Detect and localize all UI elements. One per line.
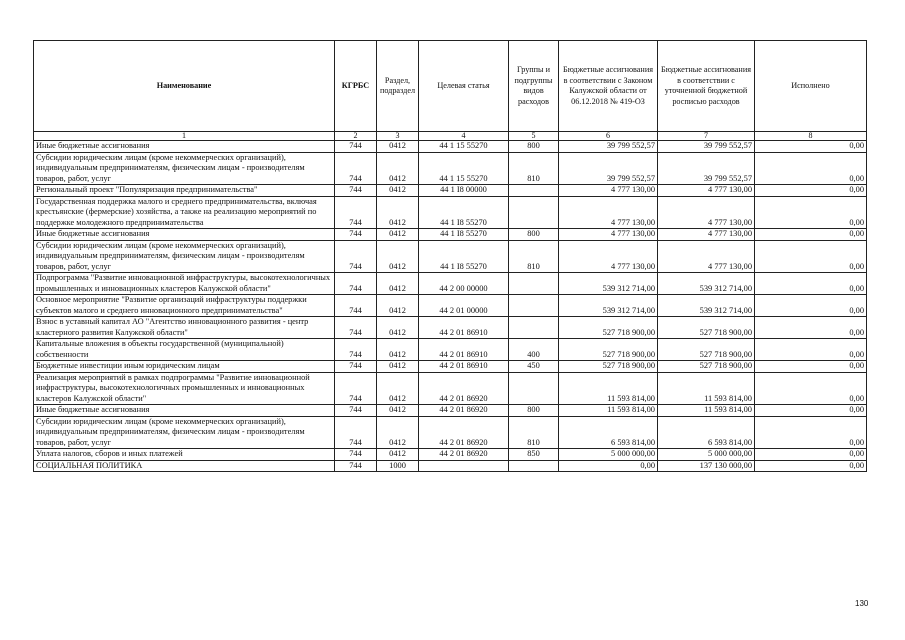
row-kgrbs: 744 (335, 449, 377, 461)
row-name: Основное мероприятие "Развитие организаций инфраструктуры поддержки субъектов малого и среднего инновационного предпринимательства" (34, 295, 335, 317)
row-name: Капитальные вложения в объекты государственной (муниципальной) собственности (34, 339, 335, 361)
row-refined-amount: 527 718 900,00 (658, 317, 755, 339)
row-name: Реализация мероприятий в рамках подпрограммы "Развитие инновационной инфраструктуры, высокотехнологичных промышленных и инновационных кластеров Калужской области" (34, 372, 335, 405)
row-kgrbs: 744 (335, 339, 377, 361)
row-name: Бюджетные инвестиции иным юридическим лицам (34, 361, 335, 373)
row-target: 44 1 15 55270 (419, 141, 509, 153)
table-row (34, 405, 867, 417)
budget-table-sheet (33, 40, 866, 472)
row-name: СОЦИАЛЬНАЯ ПОЛИТИКА (34, 460, 335, 472)
row-group (509, 185, 559, 197)
row-executed-amount: 0,00 (755, 339, 867, 361)
row-kgrbs: 744 (335, 460, 377, 472)
row-section: 0412 (377, 141, 419, 153)
row-group: 800 (509, 229, 559, 241)
row-target: 44 2 01 86910 (419, 361, 509, 373)
row-law-amount: 39 799 552,57 (559, 141, 658, 153)
row-group (509, 196, 559, 229)
row-group: 850 (509, 449, 559, 461)
row-executed-amount: 0,00 (755, 152, 867, 185)
row-executed-amount: 0,00 (755, 317, 867, 339)
row-section: 0412 (377, 229, 419, 241)
row-group (509, 273, 559, 295)
table-row (34, 361, 867, 373)
table-row (34, 196, 867, 229)
row-target: 44 2 01 86920 (419, 372, 509, 405)
row-refined-amount: 527 718 900,00 (658, 339, 755, 361)
row-target: 44 2 01 86920 (419, 405, 509, 417)
row-group: 810 (509, 152, 559, 185)
column-number: 7 (658, 132, 755, 141)
table-row (34, 141, 867, 153)
header-name: Наименование (34, 41, 335, 132)
row-law-amount: 539 312 714,00 (559, 295, 658, 317)
budget-table (33, 40, 867, 472)
row-refined-amount: 539 312 714,00 (658, 273, 755, 295)
row-name: Взнос в уставный капитал АО "Агентство инновационного развития - центр кластерного развития Калужской области" (34, 317, 335, 339)
row-target: 44 2 01 86920 (419, 449, 509, 461)
row-kgrbs: 744 (335, 229, 377, 241)
row-section: 0412 (377, 416, 419, 449)
header-refined: Бюджетные ассигнования в соответствии с уточненной бюджетной росписью расходов (658, 41, 755, 132)
table-row (34, 317, 867, 339)
row-kgrbs: 744 (335, 372, 377, 405)
row-section: 0412 (377, 339, 419, 361)
row-executed-amount: 0,00 (755, 449, 867, 461)
row-refined-amount: 4 777 130,00 (658, 229, 755, 241)
row-law-amount: 0,00 (559, 460, 658, 472)
row-section: 0412 (377, 295, 419, 317)
row-executed-amount: 0,00 (755, 405, 867, 417)
row-name: Иные бюджетные ассигнования (34, 229, 335, 241)
row-refined-amount: 39 799 552,57 (658, 141, 755, 153)
row-executed-amount: 0,00 (755, 196, 867, 229)
row-section: 0412 (377, 273, 419, 295)
row-refined-amount: 527 718 900,00 (658, 361, 755, 373)
row-target (419, 460, 509, 472)
row-target: 44 1 15 55270 (419, 152, 509, 185)
table-row (34, 339, 867, 361)
row-kgrbs: 744 (335, 405, 377, 417)
table-row (34, 229, 867, 241)
row-kgrbs: 744 (335, 152, 377, 185)
row-executed-amount: 0,00 (755, 460, 867, 472)
row-section: 0412 (377, 317, 419, 339)
row-group: 800 (509, 405, 559, 417)
header-target: Целевая статья (419, 41, 509, 132)
row-law-amount: 4 777 130,00 (559, 240, 658, 273)
row-kgrbs: 744 (335, 185, 377, 197)
row-refined-amount: 4 777 130,00 (658, 185, 755, 197)
table-row (34, 240, 867, 273)
row-kgrbs: 744 (335, 295, 377, 317)
row-target: 44 1 I8 55270 (419, 196, 509, 229)
row-group: 450 (509, 361, 559, 373)
table-row (34, 185, 867, 197)
table-row (34, 273, 867, 295)
row-law-amount: 4 777 130,00 (559, 196, 658, 229)
table-row (34, 416, 867, 449)
row-law-amount: 4 777 130,00 (559, 185, 658, 197)
row-target: 44 2 01 86910 (419, 317, 509, 339)
table-row (34, 449, 867, 461)
row-section: 0412 (377, 361, 419, 373)
column-number-row (34, 132, 867, 141)
row-refined-amount: 6 593 814,00 (658, 416, 755, 449)
row-target: 44 1 I8 55270 (419, 240, 509, 273)
row-group: 810 (509, 416, 559, 449)
row-name: Уплата налогов, сборов и иных платежей (34, 449, 335, 461)
row-section: 0412 (377, 196, 419, 229)
row-name: Субсидии юридическим лицам (кроме некоммерческих организаций), индивидуальным предпринимателям, физическим лицам - производителям товаров, работ, услуг (34, 240, 335, 273)
row-executed-amount: 0,00 (755, 295, 867, 317)
row-refined-amount: 4 777 130,00 (658, 196, 755, 229)
row-section: 0412 (377, 372, 419, 405)
row-kgrbs: 744 (335, 361, 377, 373)
row-refined-amount: 5 000 000,00 (658, 449, 755, 461)
row-target: 44 2 00 00000 (419, 273, 509, 295)
header-section: Раздел, подраздел (377, 41, 419, 132)
row-name: Субсидии юридическим лицам (кроме некоммерческих организаций), индивидуальным предпринимателям, физическим лицам - производителям товаров, работ, услуг (34, 416, 335, 449)
row-name: Субсидии юридическим лицам (кроме некоммерческих организаций), индивидуальным предпринимателям, физическим лицам - производителям товаров, работ, услуг (34, 152, 335, 185)
row-law-amount: 4 777 130,00 (559, 229, 658, 241)
row-section: 0412 (377, 152, 419, 185)
row-section: 1000 (377, 460, 419, 472)
column-number: 1 (34, 132, 335, 141)
table-row (34, 295, 867, 317)
row-kgrbs: 744 (335, 273, 377, 295)
row-refined-amount: 11 593 814,00 (658, 405, 755, 417)
row-executed-amount: 0,00 (755, 416, 867, 449)
row-law-amount: 6 593 814,00 (559, 416, 658, 449)
row-refined-amount: 4 777 130,00 (658, 240, 755, 273)
row-law-amount: 39 799 552,57 (559, 152, 658, 185)
row-executed-amount: 0,00 (755, 229, 867, 241)
row-law-amount: 11 593 814,00 (559, 405, 658, 417)
row-law-amount: 527 718 900,00 (559, 339, 658, 361)
table-body (34, 141, 867, 472)
table-row (34, 152, 867, 185)
column-number: 3 (377, 132, 419, 141)
row-executed-amount: 0,00 (755, 361, 867, 373)
row-refined-amount: 11 593 814,00 (658, 372, 755, 405)
header-kgrbs: КГРБС (335, 41, 377, 132)
column-number: 6 (559, 132, 658, 141)
row-target: 44 2 01 86910 (419, 339, 509, 361)
row-group (509, 317, 559, 339)
row-law-amount: 11 593 814,00 (559, 372, 658, 405)
row-kgrbs: 744 (335, 416, 377, 449)
row-executed-amount: 0,00 (755, 273, 867, 295)
row-name: Государственная поддержка малого и среднего предпринимательства, включая крестьянские (фермерские) хозяйства, а также на реализацию мероприятий по поддержке молодежного предпринимательства (34, 196, 335, 229)
row-target: 44 2 01 00000 (419, 295, 509, 317)
column-number: 4 (419, 132, 509, 141)
row-name: Региональный проект "Популяризация предпринимательства" (34, 185, 335, 197)
row-name: Иные бюджетные ассигнования (34, 405, 335, 417)
row-group (509, 372, 559, 405)
column-number: 8 (755, 132, 867, 141)
table-row (34, 372, 867, 405)
row-group: 800 (509, 141, 559, 153)
row-kgrbs: 744 (335, 141, 377, 153)
row-kgrbs: 744 (335, 317, 377, 339)
row-kgrbs: 744 (335, 240, 377, 273)
row-section: 0412 (377, 405, 419, 417)
row-executed-amount: 0,00 (755, 240, 867, 273)
row-name: Иные бюджетные ассигнования (34, 141, 335, 153)
header-executed: Исполнено (755, 41, 867, 132)
row-section: 0412 (377, 185, 419, 197)
column-number: 2 (335, 132, 377, 141)
row-section: 0412 (377, 449, 419, 461)
table-row (34, 460, 867, 472)
row-name: Подпрограмма "Развитие инновационной инфраструктуры, высокотехнологичных промышленных и инновационных кластеров Калужской области" (34, 273, 335, 295)
row-kgrbs: 744 (335, 196, 377, 229)
row-group: 810 (509, 240, 559, 273)
row-executed-amount: 0,00 (755, 185, 867, 197)
row-group (509, 460, 559, 472)
column-number: 5 (509, 132, 559, 141)
row-target: 44 2 01 86920 (419, 416, 509, 449)
row-law-amount: 527 718 900,00 (559, 317, 658, 339)
row-executed-amount: 0,00 (755, 141, 867, 153)
row-group (509, 295, 559, 317)
header-law: Бюджетные ассигнования в соответствии с Законом Калужской области от 06.12.2018 № 419-ОЗ (559, 41, 658, 132)
row-law-amount: 5 000 000,00 (559, 449, 658, 461)
row-target: 44 1 I8 00000 (419, 185, 509, 197)
row-law-amount: 539 312 714,00 (559, 273, 658, 295)
row-section: 0412 (377, 240, 419, 273)
header-row (34, 41, 867, 132)
row-group: 400 (509, 339, 559, 361)
row-refined-amount: 539 312 714,00 (658, 295, 755, 317)
header-groups: Группы и подгруппы видов расходов (509, 41, 559, 132)
row-target: 44 1 I8 55270 (419, 229, 509, 241)
row-refined-amount: 39 799 552,57 (658, 152, 755, 185)
row-executed-amount: 0,00 (755, 372, 867, 405)
row-refined-amount: 137 130 000,00 (658, 460, 755, 472)
page-number: 130 (855, 599, 869, 608)
row-law-amount: 527 718 900,00 (559, 361, 658, 373)
